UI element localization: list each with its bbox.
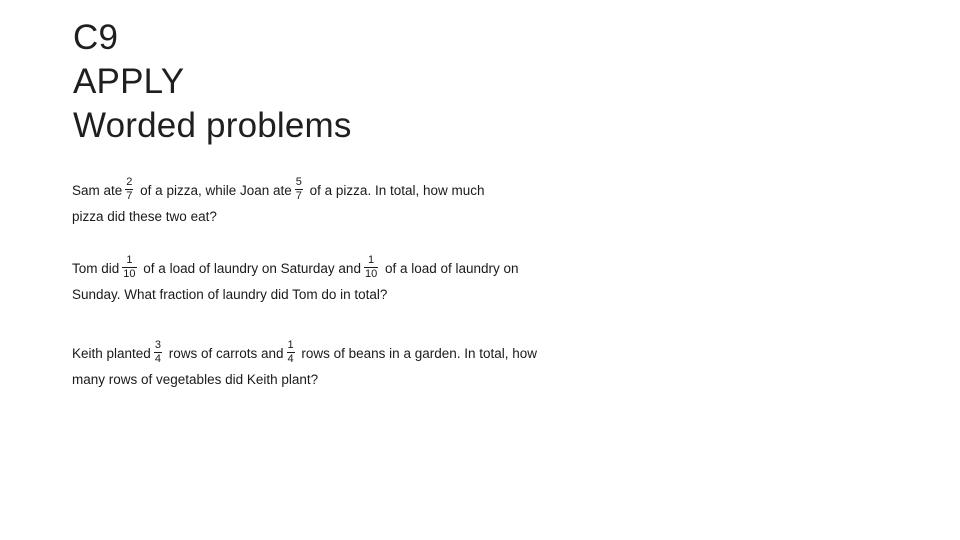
problem-line: many rows of vegetables did Keith plant? (72, 372, 319, 387)
fraction (287, 340, 295, 365)
problem-text: rows of beans in a garden. In total, how (301, 346, 538, 361)
problem-text: Sam ate (72, 183, 123, 198)
fraction-denominator: 10 (364, 267, 378, 280)
fraction (122, 255, 136, 280)
fraction-denominator: 10 (123, 267, 136, 280)
problem-text: of a load of laundry on Saturday and (143, 261, 361, 276)
problem-text: of a pizza, while Joan ate (140, 183, 292, 198)
fraction-numerator: 1 (122, 255, 136, 268)
problem-line (72, 253, 519, 282)
title-line-code: C9 (73, 18, 119, 57)
fraction (154, 340, 162, 365)
slide-title (73, 16, 352, 148)
problem-line (72, 175, 485, 204)
fraction (125, 177, 133, 202)
fraction-denominator: 7 (295, 189, 302, 202)
fraction-numerator: 2 (126, 175, 133, 188)
fraction-denominator: 4 (287, 352, 294, 365)
fraction (295, 177, 303, 202)
fraction-numerator: 3 (154, 338, 161, 351)
problem-line: pizza did these two eat? (72, 209, 217, 224)
fraction-denominator: 7 (126, 189, 133, 202)
problem-text: of a pizza. In total, how much (309, 183, 485, 198)
problem-garden (72, 338, 538, 393)
fraction-denominator: 4 (154, 352, 161, 365)
fraction (364, 255, 378, 280)
problem-text: rows of carrots and (168, 346, 284, 361)
problem-text: Keith planted (72, 346, 151, 361)
problem-text: Tom did (72, 261, 120, 276)
problem-line: Sunday. What fraction of laundry did Tom do in total? (72, 287, 388, 302)
fraction-numerator: 1 (287, 338, 294, 351)
problem-laundry (72, 253, 519, 308)
problem-pizza (72, 175, 485, 230)
fraction-numerator: 5 (295, 175, 302, 188)
fraction-numerator: 1 (364, 255, 378, 268)
problem-text: of a load of laundry on (384, 261, 519, 276)
title-line-topic: Worded problems (73, 106, 352, 145)
title-line-apply: APPLY (73, 62, 185, 101)
problem-line (72, 338, 538, 367)
